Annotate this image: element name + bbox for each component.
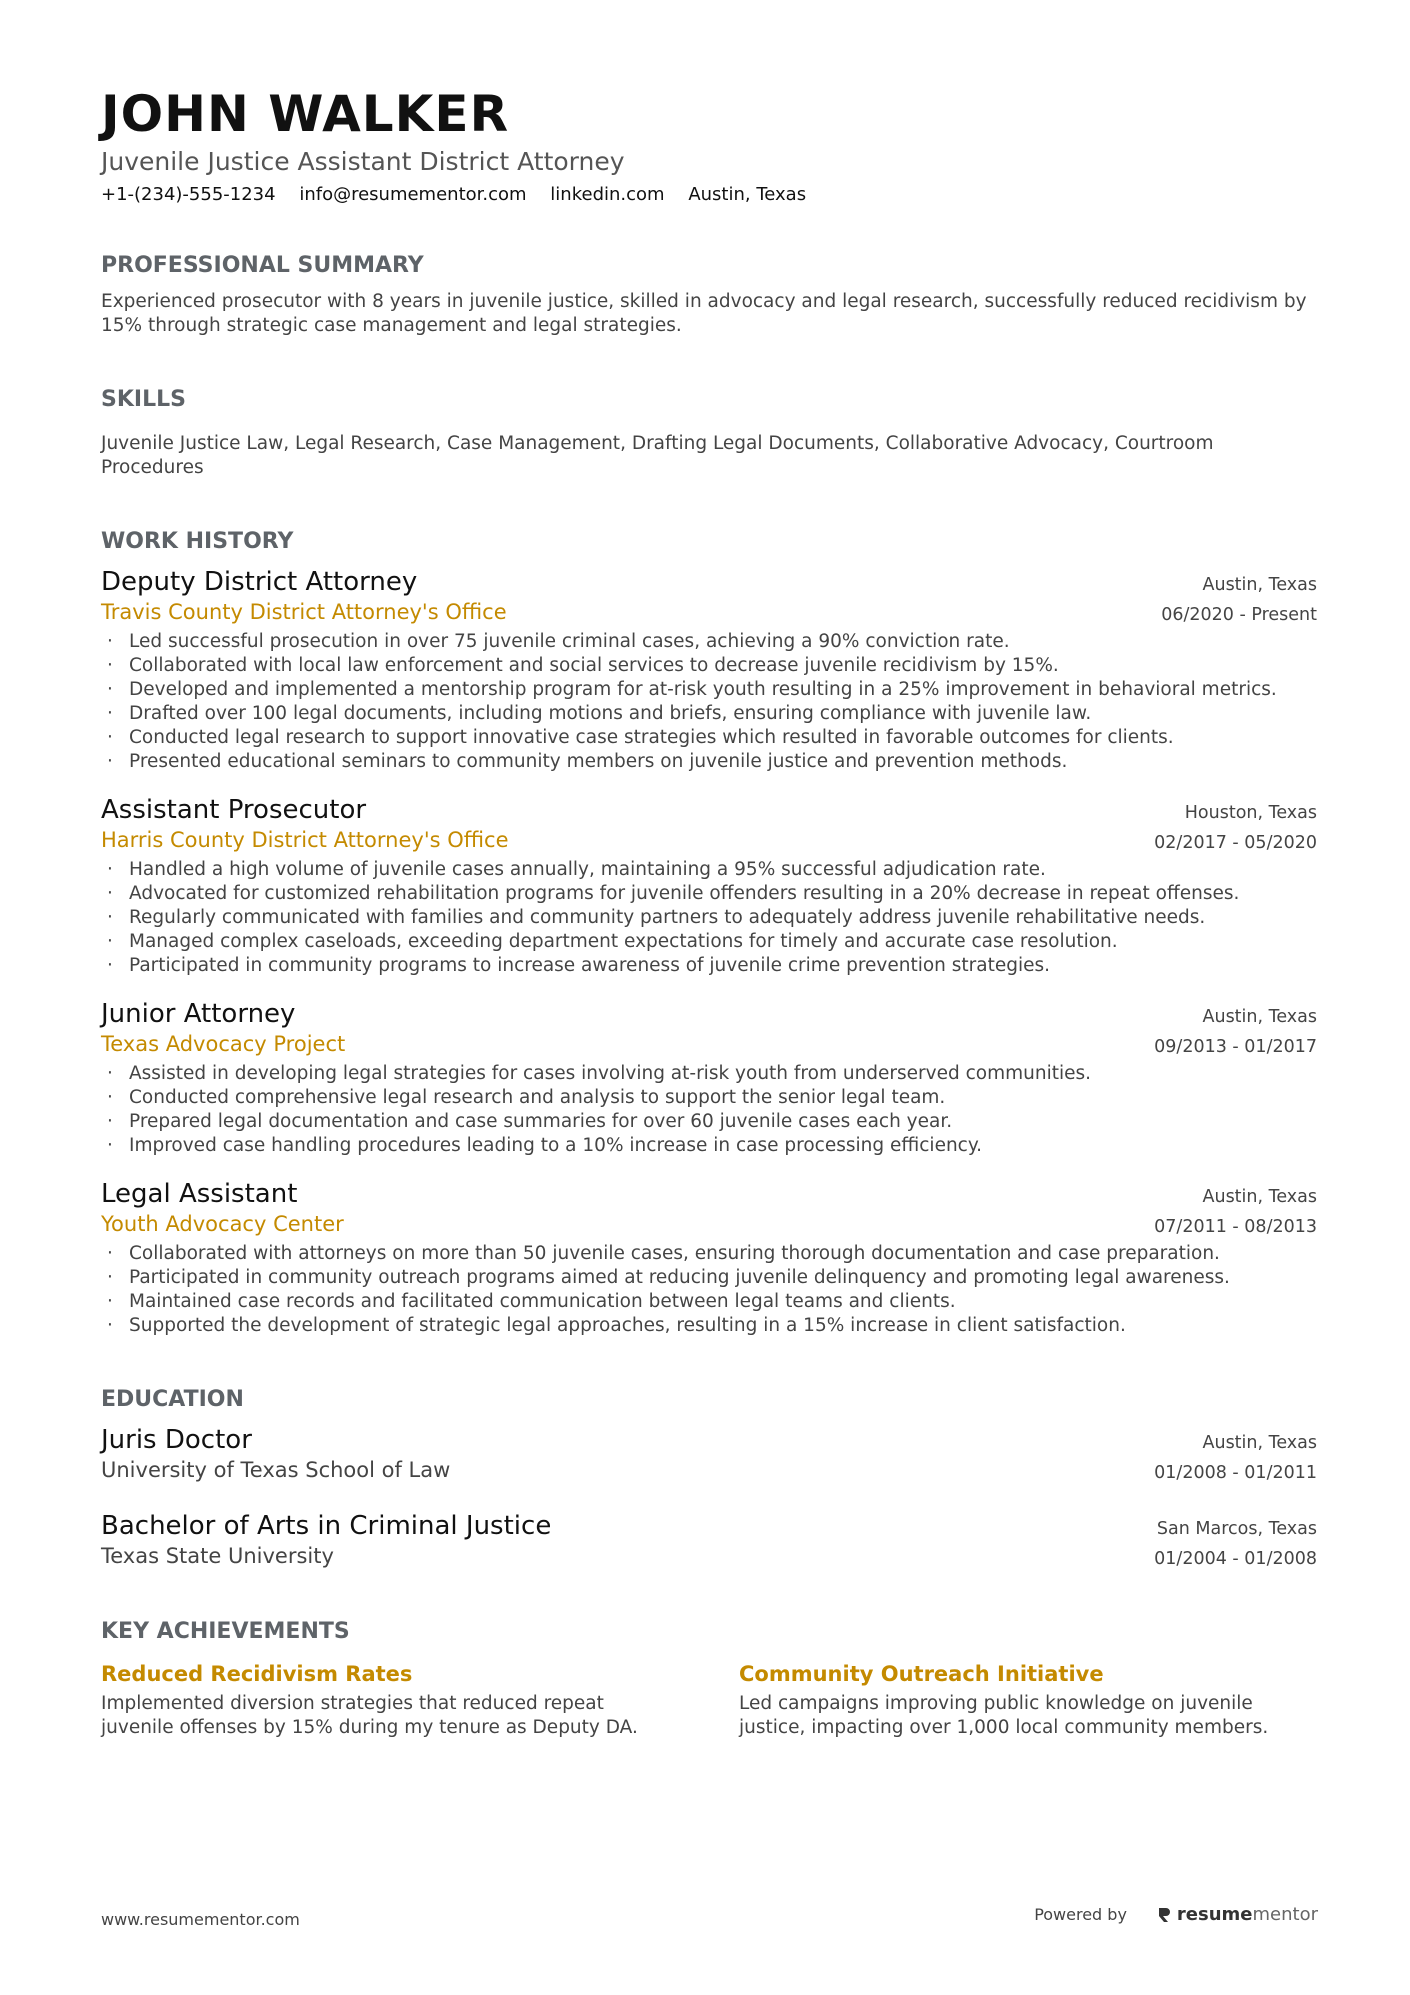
job-entry-dates: 07/2011 - 08/2013 [1154,1217,1317,1237]
achievement-title: Reduced Recidivism Rates [101,1662,413,1686]
job-title: Juvenile Justice Assistant District Attorney [101,147,625,176]
contact-info [101,182,1317,208]
bullet-item: · Presented educational seminars to community members on juvenile justice and prevention methods. [101,750,1317,774]
contact-location: Austin, Texas [688,184,807,205]
job-entry-dates: 02/2017 - 05/2020 [1154,833,1317,853]
job-entry-title: Deputy District Attorney [101,567,418,597]
summary-heading: PROFESSIONAL SUMMARY [101,253,424,278]
work-section [101,528,1317,1338]
job-entry-location: Houston, Texas [1184,803,1317,823]
job-entry-dates: 09/2013 - 01/2017 [1154,1037,1317,1057]
job-entry-bullets [101,630,1317,774]
bullet-item: · Handled a high volume of juvenile cases annually, maintaining a 95% successful adjudication rate. [101,858,1317,882]
education-location: Austin, Texas [1202,1433,1317,1453]
brand-logo[interactable] [1157,1904,1318,1925]
candidate-name: JOHN WALKER [101,85,510,143]
bullet-item: · Participated in community outreach programs aimed at reducing juvenile delinquency and promoting legal awareness. [101,1266,1317,1290]
job-entry-bullets [101,1062,1317,1158]
contact-linkedin: linkedin.com [550,184,665,205]
footer-powered [1034,1904,1318,1925]
job-entry [101,794,1317,978]
skills-text: Juvenile Justice Law, Legal Research, Case Management, Drafting Legal Documents, Collaborative Advocacy, Courtroom Procedures [101,433,1214,478]
education-degree: Bachelor of Arts in Criminal Justice [101,1511,552,1541]
brand-name-bold: resume [1176,1904,1253,1925]
job-entry-location: Austin, Texas [1202,1007,1317,1027]
job-entry-org: Harris County District Attorney's Office [101,828,509,852]
job-entry-meta [1154,1002,1317,1062]
job-entry-title: Legal Assistant [101,1179,298,1209]
bullet-item: · Assisted in developing legal strategies for cases involving at-risk youth from underserved communities. [101,1062,1317,1086]
resume-page [101,84,1317,1740]
achievements-heading: KEY ACHIEVEMENTS [101,1619,350,1644]
contact-phone: +1-(234)-555-1234 [101,184,276,205]
bullet-item: · Drafted over 100 legal documents, including motions and briefs, ensuring compliance with juvenile law. [101,702,1317,726]
job-entry-bullets [101,1242,1317,1338]
education-dates: 01/2004 - 01/2008 [1154,1549,1317,1569]
job-entry [101,566,1317,774]
bullet-item: · Supported the development of strategic legal approaches, resulting in a 15% increase in client satisfaction. [101,1314,1317,1338]
education-section [101,1386,1317,1570]
education-dates: 01/2008 - 01/2011 [1154,1463,1317,1483]
contact-email: info@resumementor.com [299,184,527,205]
job-entry-org: Travis County District Attorney's Office [101,600,507,624]
brand-name-light: mentor [1252,1904,1318,1925]
skills-section [101,386,1317,480]
education-entry [101,1510,1317,1570]
bullet-item: · Regularly communicated with families and community partners to adequately address juvenile rehabilitative needs. [101,906,1317,930]
bullet-item: · Conducted legal research to support innovative case strategies which resulted in favorable outcomes for clients. [101,726,1317,750]
education-meta [1154,1514,1317,1574]
achievement-text: Implemented diversion strategies that reduced repeat juvenile offenses by 15% during my tenure as Deputy DA. [101,1693,638,1738]
education-meta [1154,1428,1317,1488]
education-location: San Marcos, Texas [1156,1519,1317,1539]
education-degree: Juris Doctor [101,1425,252,1455]
job-entry-meta [1161,570,1317,630]
job-entry-org: Youth Advocacy Center [101,1212,344,1236]
bullet-item: · Advocated for customized rehabilitation programs for juvenile offenders resulting in a 20% decrease in repeat offenses. [101,882,1317,906]
job-entry-title: Assistant Prosecutor [101,795,367,825]
achievement-title: Community Outreach Initiative [739,1662,1104,1686]
bullet-item: · Collaborated with attorneys on more than 50 juvenile cases, ensuring thorough documentation and case preparation. [101,1242,1317,1266]
job-entry-meta [1154,1182,1317,1242]
education-heading: EDUCATION [101,1387,244,1412]
education-school: Texas State University [101,1544,334,1568]
job-entry-org: Texas Advocacy Project [101,1032,346,1056]
footer-website[interactable]: www.resumementor.com [101,1910,300,1929]
job-entry [101,998,1317,1158]
job-entry [101,1178,1317,1338]
bullet-item: · Developed and implemented a mentorship program for at-risk youth resulting in a 25% improvement in behavioral metrics. [101,678,1317,702]
bullet-item: · Prepared legal documentation and case summaries for over 60 juvenile cases each year. [101,1110,1317,1134]
job-entry-meta [1154,798,1317,858]
bullet-item: · Conducted comprehensive legal research and analysis to support the senior legal team. [101,1086,1317,1110]
resumementor-logo-icon [1157,1906,1171,1924]
work-heading: WORK HISTORY [101,529,294,554]
skills-heading: SKILLS [101,387,186,412]
achievements-section [101,1618,1317,1740]
education-entry [101,1424,1317,1484]
job-entry-location: Austin, Texas [1202,1187,1317,1207]
bullet-item: · Led successful prosecution in over 75 juvenile criminal cases, achieving a 90% conviction rate. [101,630,1317,654]
powered-by-label: Powered by [1034,1905,1127,1924]
job-entry-location: Austin, Texas [1202,575,1317,595]
job-entry-bullets [101,858,1317,978]
achievement-item [739,1660,1317,1740]
bullet-item: · Improved case handling procedures leading to a 10% increase in case processing efficiency. [101,1134,1317,1158]
job-entry-title: Junior Attorney [101,999,296,1029]
summary-text: Experienced prosecutor with 8 years in juvenile justice, skilled in advocacy and legal research, successfully reduced recidivism by 15% through strategic case management and legal strategies. [101,291,1307,336]
achievements-grid [101,1660,1317,1740]
bullet-item: · Maintained case records and facilitated communication between legal teams and clients. [101,1290,1317,1314]
bullet-item: · Collaborated with local law enforcement and social services to decrease juvenile recidivism by 15%. [101,654,1317,678]
bullet-item: · Managed complex caseloads, exceeding department expectations for timely and accurate case resolution. [101,930,1317,954]
achievement-text: Led campaigns improving public knowledge on juvenile justice, impacting over 1,000 local community members. [739,1693,1269,1738]
summary-section [101,252,1317,338]
job-entry-dates: 06/2020 - Present [1161,605,1317,625]
bullet-item: · Participated in community programs to increase awareness of juvenile crime prevention strategies. [101,954,1317,978]
achievement-item [101,1660,679,1740]
education-school: University of Texas School of Law [101,1458,451,1482]
